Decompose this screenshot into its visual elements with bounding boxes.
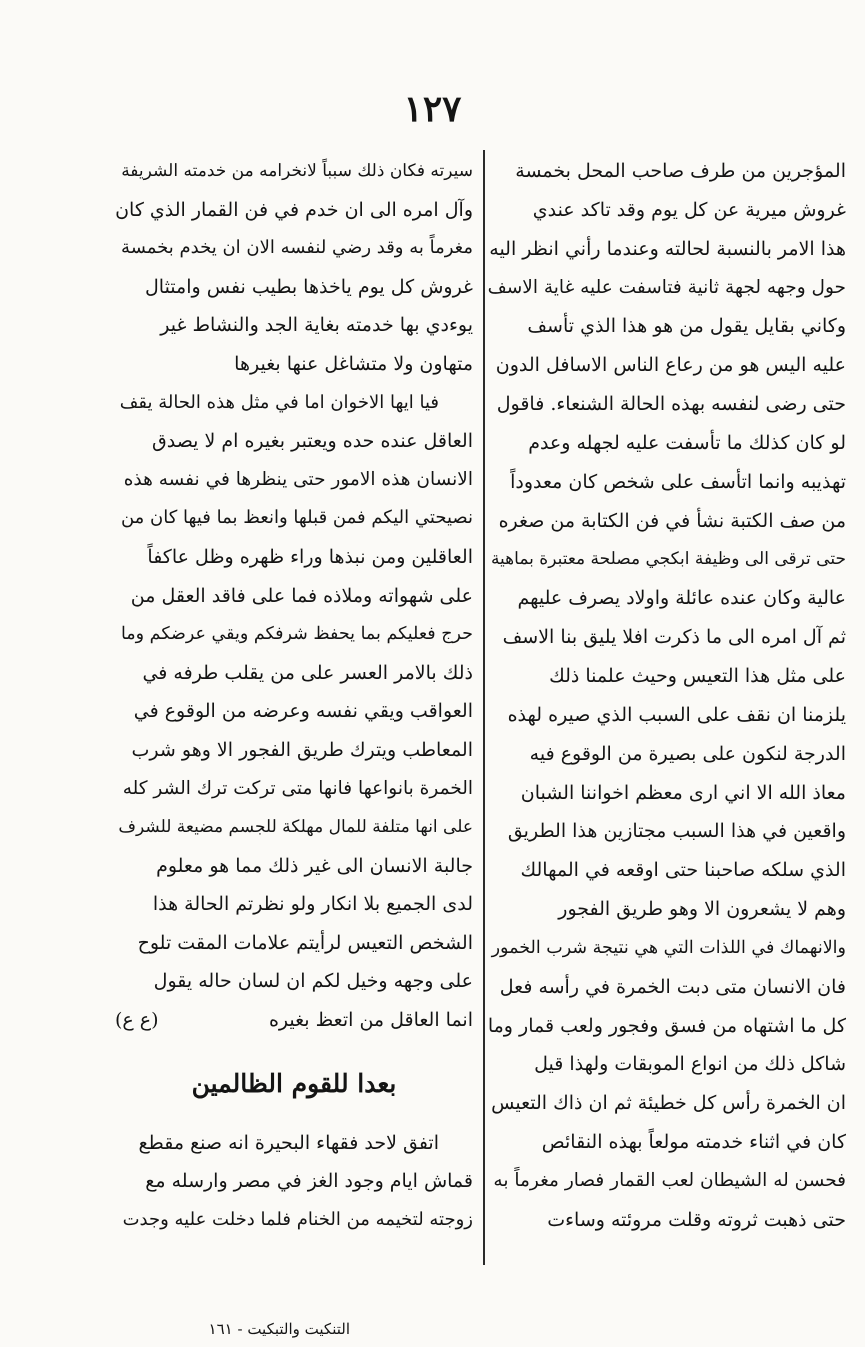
text-line: عليه اليس هو من رعاع الناس الاسافل الدون	[495, 354, 846, 377]
text-line: غروش ميرية عن كل يوم وقد تاكد عندي	[532, 198, 846, 221]
text-line: واقعين في هذا السبب مجتازين هذا الطريق	[507, 820, 846, 843]
text-line: مغرماً به وقد رضي لنفسه الان ان يخدم بخمسة	[121, 237, 473, 259]
text-line: اتفق لاحد فقهاء البحيرة انه صنع مقطع	[138, 1131, 439, 1154]
text-line: هذا الامر بالنسبة لحالته وعندما رأني انظر اليه	[489, 237, 846, 260]
text-line: وآل امره الى ان خدم في فن القمار الذي كان	[115, 198, 473, 221]
text-line: سيرته فكان ذلك سبباً لانخرامه من خدمته الشريفة	[121, 161, 473, 181]
paragraph-2	[115, 384, 473, 1002]
text-line: يوءدي بها خدمته بغاية الجد والنشاط غير	[160, 314, 473, 337]
text-line: حتى ترقى الى وظيفة ابكجي مصلحة معتبرة بماهية	[490, 549, 846, 570]
text-line: لو كان كذلك ما تأسفت عليه لجهله وعدم	[528, 431, 846, 454]
text-line: حتى ذهبت ثروته وقلت مروئته وساءت	[547, 1208, 846, 1231]
text-line: والانهماك في اللذات التي هي نتيجة شرب الخمور	[491, 937, 846, 958]
text-line: شاكل ذلك من انواع الموبقات ولهذا قيل	[534, 1053, 846, 1076]
text-line: غروش كل يوم ياخذها بطيب نفس وامتثال	[144, 275, 473, 298]
text-line: حتى رضى لنفسه بهذه الحالة الشنعاء. فاقول	[496, 393, 846, 416]
text-line: قماش ايام وجود الغز في مصر وارسله مع	[145, 1170, 473, 1193]
text-line: من صف الكتبة نشأ في فن الكتابة من صغره	[498, 509, 846, 532]
text-line: ان الخمرة رأس كل خطيئة ثم ان ذاك التعيس	[491, 1092, 846, 1115]
text-line: جالبة الانسان الى غير ذلك مما هو معلوم	[156, 854, 473, 877]
text-line: معاذ الله الا اني ارى معظم اخواننا الشبان	[520, 781, 846, 804]
signature-line	[115, 1001, 473, 1040]
section-heading: بعدا للقوم الظالمين	[191, 1068, 397, 1098]
text-line: نصيحتي اليكم فمن قبلها وانعظ بما فيها كان من	[120, 507, 473, 529]
closing-text: انما العاقل من اتعظ بغيره	[268, 1009, 473, 1032]
paragraph-3	[115, 1124, 473, 1240]
text-line: حرج فعليكم بما يحفظ شرفكم ويقي عرضكم وما	[120, 624, 473, 645]
text-line: وهم لا يشعرون الا وهو طريق الفجور	[558, 898, 846, 921]
text-line: فيا ايها الاخوان اما في مثل هذه الحالة يقف	[119, 391, 439, 413]
text-line: الدرجة لنكون على بصيرة من الوقوع فيه	[529, 742, 846, 765]
text-line: حول وجهه لجهة ثانية فتاسفت عليه غاية الاسف	[488, 276, 846, 298]
text-line: العواقب ويقي نفسه وعرضه من الوقوع في	[133, 700, 473, 723]
right-column	[488, 152, 846, 1240]
text-line: ذلك بالامر العسر على من يقلب طرفه في	[142, 661, 473, 684]
text-line: عالية وكان عنده عائلة واولاد يصرف عليهم	[517, 587, 846, 610]
left-column	[115, 152, 473, 1239]
text-line: العاقل عنده حده ويعتبر بغيره ام لا يصدق	[151, 430, 473, 453]
paragraph-1	[115, 152, 473, 384]
text-line: تهذيبه وانما اتأسف على شخص كان معدوداً	[510, 470, 846, 493]
text-line: الذي سلكه صاحبنا حتى اوقعه في المهالك	[520, 859, 846, 882]
text-line: المؤجرين من طرف صاحب المحل بخمسة	[515, 160, 846, 182]
text-line: زوجته لتخيمه من الخنام فلما دخلت عليه وجدت	[122, 1208, 473, 1230]
text-line: كان في اثناء خدمته مولعاً بهذه النقائص	[541, 1131, 846, 1154]
text-line: وكاني بقايل يقول من هو هذا الذي تأسف	[527, 315, 846, 338]
column-divider	[483, 150, 485, 1265]
text-line: على شهواته وملاذه فما على فاقد العقل من	[130, 584, 473, 607]
text-line: ثم آل امره الى ما ذكرت افلا يليق بنا الاسف	[502, 626, 846, 649]
text-line: الخمرة بانواعها فانها متى تركت ترك الشر كله	[122, 777, 473, 799]
text-line: المعاطب ويترك طريق الفجور الا وهو شرب	[131, 738, 473, 761]
text-line: الانسان هذه الامور حتى ينظرها في نفسه هذه	[123, 468, 473, 490]
text-line: على وجهه وخيل لكم ان لسان حاله يقول	[153, 970, 473, 993]
text-line: العاقلين ومن نبذها وراء ظهره وظل عاكفاً	[147, 545, 473, 568]
text-line: فحسن له الشيطان لعب القمار فصار مغرماً به	[493, 1169, 846, 1191]
author-signature: (ع ع)	[115, 1009, 159, 1032]
text-line: الشخص التعيس لرأيتم علامات المقت تلوح	[137, 931, 473, 954]
text-line: فان الانسان متى دبت الخمرة في رأسه فعل	[499, 975, 846, 998]
text-line: متهاون ولا متشاغل عنها بغيرها	[234, 352, 473, 375]
page-number: ١٢٧	[403, 88, 462, 130]
text-line: لدى الجميع بلا انكار ولو نظرتم الحالة هذا	[152, 893, 473, 916]
text-line: يلزمنا ان نقف على السبب الذي صيره لهذه	[507, 703, 846, 726]
text-line: على انها متلفة للمال مهلكة للجسم مضيعة للشرف	[118, 817, 473, 838]
text-line: على مثل هذا التعيس وحيث علمنا ذلك	[549, 664, 846, 687]
footer-signature: التنكيت والتبكيت - ١٦١	[208, 1320, 350, 1338]
text-line: كل ما اشتهاه من فسق وفجور ولعب قمار وما	[488, 1014, 846, 1037]
